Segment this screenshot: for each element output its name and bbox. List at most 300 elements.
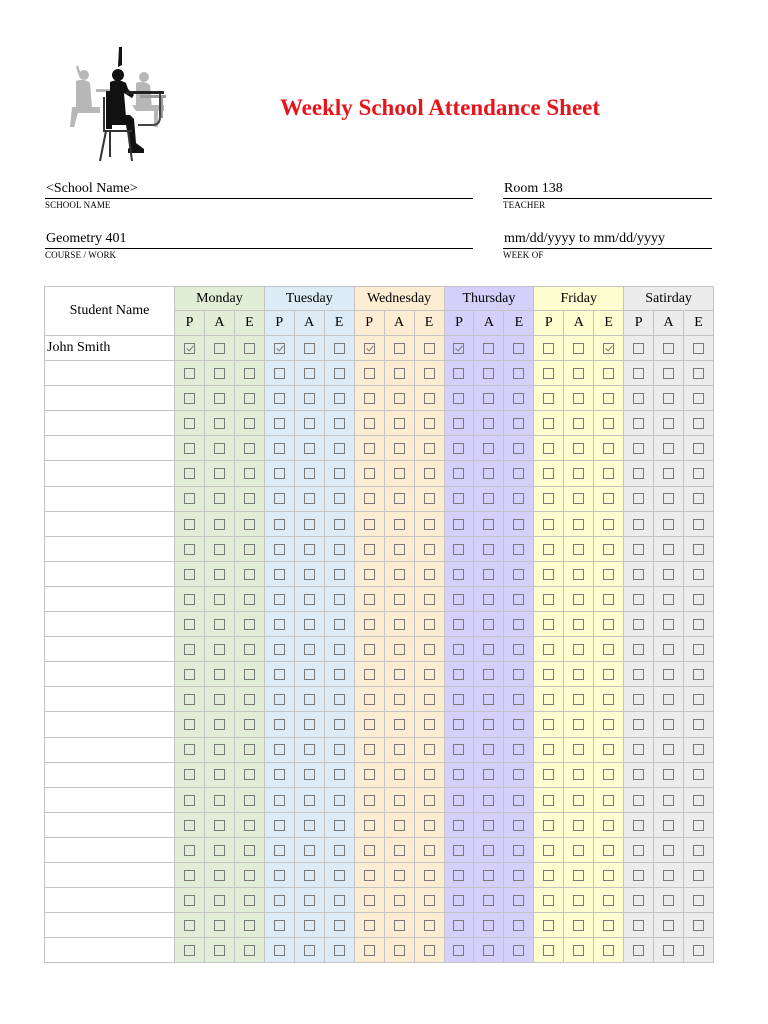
attendance-checkbox-e[interactable]	[693, 569, 704, 580]
attendance-checkbox-p[interactable]	[633, 920, 644, 931]
attendance-checkbox-e[interactable]	[334, 544, 345, 555]
attendance-checkbox-p[interactable]	[633, 945, 644, 956]
attendance-checkbox-e[interactable]	[513, 569, 524, 580]
attendance-checkbox-p[interactable]	[453, 644, 464, 655]
attendance-checkbox-p[interactable]	[543, 694, 554, 705]
attendance-checkbox-p[interactable]	[274, 443, 285, 454]
attendance-checkbox-e[interactable]	[334, 368, 345, 379]
attendance-checkbox-p[interactable]	[184, 594, 195, 605]
attendance-checkbox-p[interactable]	[453, 694, 464, 705]
attendance-checkbox-a[interactable]	[394, 393, 405, 404]
attendance-checkbox-a[interactable]	[573, 443, 584, 454]
attendance-checkbox-e[interactable]	[424, 418, 435, 429]
attendance-checkbox-e[interactable]	[244, 368, 255, 379]
attendance-checkbox-e[interactable]	[693, 544, 704, 555]
attendance-checkbox-p[interactable]	[184, 719, 195, 730]
attendance-checkbox-p[interactable]	[364, 393, 375, 404]
attendance-checkbox-a[interactable]	[214, 820, 225, 831]
attendance-checkbox-p[interactable]	[543, 443, 554, 454]
attendance-checkbox-a[interactable]	[304, 719, 315, 730]
attendance-checkbox-p[interactable]	[543, 343, 554, 354]
attendance-checkbox-e[interactable]	[424, 895, 435, 906]
attendance-checkbox-a[interactable]	[483, 744, 494, 755]
attendance-checkbox-p[interactable]	[633, 870, 644, 881]
attendance-checkbox-e[interactable]	[603, 744, 614, 755]
attendance-checkbox-p[interactable]	[633, 845, 644, 856]
attendance-checkbox-a[interactable]	[663, 368, 674, 379]
attendance-checkbox-e[interactable]	[244, 519, 255, 530]
attendance-checkbox-e[interactable]	[693, 870, 704, 881]
attendance-checkbox-p[interactable]	[543, 619, 554, 630]
attendance-checkbox-p[interactable]	[543, 594, 554, 605]
attendance-checkbox-a[interactable]	[304, 393, 315, 404]
attendance-checkbox-p[interactable]	[453, 443, 464, 454]
attendance-checkbox-a[interactable]	[663, 619, 674, 630]
attendance-checkbox-a[interactable]	[394, 795, 405, 806]
attendance-checkbox-a[interactable]	[573, 870, 584, 881]
student-name-cell[interactable]	[45, 561, 175, 586]
attendance-checkbox-a[interactable]	[573, 895, 584, 906]
attendance-checkbox-a[interactable]	[483, 343, 494, 354]
attendance-checkbox-e[interactable]	[693, 443, 704, 454]
attendance-checkbox-p[interactable]	[543, 669, 554, 680]
attendance-checkbox-e[interactable]	[513, 945, 524, 956]
attendance-checkbox-a[interactable]	[573, 519, 584, 530]
attendance-checkbox-e[interactable]	[603, 769, 614, 780]
attendance-checkbox-p[interactable]	[184, 669, 195, 680]
attendance-checkbox-e[interactable]	[513, 895, 524, 906]
school-name-field[interactable]	[45, 180, 473, 211]
attendance-checkbox-a[interactable]	[663, 418, 674, 429]
attendance-checkbox-p[interactable]	[543, 393, 554, 404]
attendance-checkbox-e[interactable]	[513, 769, 524, 780]
attendance-checkbox-e[interactable]	[693, 895, 704, 906]
teacher-field[interactable]	[503, 180, 712, 211]
attendance-checkbox-p[interactable]	[633, 418, 644, 429]
student-name-cell[interactable]: John Smith	[45, 336, 175, 361]
attendance-checkbox-e[interactable]	[603, 694, 614, 705]
attendance-checkbox-p[interactable]	[184, 418, 195, 429]
attendance-checkbox-p[interactable]	[274, 719, 285, 730]
attendance-checkbox-e[interactable]	[693, 769, 704, 780]
attendance-checkbox-p[interactable]	[453, 744, 464, 755]
attendance-checkbox-a[interactable]	[394, 519, 405, 530]
student-name-cell[interactable]	[45, 712, 175, 737]
attendance-checkbox-e[interactable]	[424, 393, 435, 404]
attendance-checkbox-p[interactable]	[633, 719, 644, 730]
student-name-cell[interactable]	[45, 411, 175, 436]
attendance-checkbox-p[interactable]	[184, 769, 195, 780]
attendance-checkbox-e[interactable]	[513, 644, 524, 655]
attendance-checkbox-e[interactable]	[334, 744, 345, 755]
attendance-checkbox-e[interactable]	[244, 418, 255, 429]
attendance-checkbox-p[interactable]	[364, 669, 375, 680]
attendance-checkbox-a[interactable]	[663, 443, 674, 454]
attendance-checkbox-a[interactable]	[304, 544, 315, 555]
attendance-checkbox-a[interactable]	[663, 769, 674, 780]
attendance-checkbox-a[interactable]	[394, 920, 405, 931]
attendance-checkbox-p[interactable]	[364, 769, 375, 780]
attendance-checkbox-e[interactable]	[603, 493, 614, 504]
attendance-checkbox-a[interactable]	[573, 368, 584, 379]
attendance-checkbox-e[interactable]	[513, 343, 524, 354]
attendance-checkbox-e[interactable]	[513, 519, 524, 530]
attendance-checkbox-p[interactable]	[274, 945, 285, 956]
student-name-cell[interactable]	[45, 762, 175, 787]
attendance-checkbox-e[interactable]	[603, 343, 614, 354]
attendance-checkbox-e[interactable]	[513, 744, 524, 755]
attendance-checkbox-e[interactable]	[603, 895, 614, 906]
attendance-checkbox-a[interactable]	[663, 719, 674, 730]
attendance-checkbox-e[interactable]	[513, 468, 524, 479]
attendance-checkbox-e[interactable]	[244, 820, 255, 831]
attendance-checkbox-a[interactable]	[304, 870, 315, 881]
attendance-checkbox-a[interactable]	[573, 343, 584, 354]
attendance-checkbox-e[interactable]	[693, 418, 704, 429]
attendance-checkbox-p[interactable]	[364, 619, 375, 630]
attendance-checkbox-a[interactable]	[214, 719, 225, 730]
attendance-checkbox-e[interactable]	[603, 468, 614, 479]
attendance-checkbox-a[interactable]	[483, 443, 494, 454]
attendance-checkbox-p[interactable]	[364, 493, 375, 504]
attendance-checkbox-e[interactable]	[244, 795, 255, 806]
attendance-checkbox-a[interactable]	[214, 945, 225, 956]
attendance-checkbox-e[interactable]	[693, 644, 704, 655]
attendance-checkbox-p[interactable]	[184, 870, 195, 881]
attendance-checkbox-e[interactable]	[513, 544, 524, 555]
attendance-checkbox-a[interactable]	[573, 795, 584, 806]
attendance-checkbox-p[interactable]	[184, 644, 195, 655]
student-name-cell[interactable]	[45, 436, 175, 461]
attendance-checkbox-e[interactable]	[424, 719, 435, 730]
attendance-checkbox-e[interactable]	[513, 393, 524, 404]
attendance-checkbox-p[interactable]	[543, 644, 554, 655]
attendance-checkbox-p[interactable]	[364, 920, 375, 931]
attendance-checkbox-e[interactable]	[334, 845, 345, 856]
attendance-checkbox-e[interactable]	[244, 619, 255, 630]
attendance-checkbox-a[interactable]	[663, 493, 674, 504]
attendance-checkbox-a[interactable]	[394, 443, 405, 454]
attendance-checkbox-e[interactable]	[513, 694, 524, 705]
attendance-checkbox-a[interactable]	[483, 519, 494, 530]
attendance-checkbox-e[interactable]	[603, 945, 614, 956]
attendance-checkbox-a[interactable]	[573, 644, 584, 655]
attendance-checkbox-p[interactable]	[633, 694, 644, 705]
attendance-checkbox-a[interactable]	[573, 594, 584, 605]
attendance-checkbox-a[interactable]	[573, 544, 584, 555]
student-name-cell[interactable]	[45, 938, 175, 963]
attendance-checkbox-e[interactable]	[334, 594, 345, 605]
attendance-checkbox-e[interactable]	[693, 744, 704, 755]
attendance-checkbox-e[interactable]	[513, 619, 524, 630]
attendance-checkbox-p[interactable]	[184, 569, 195, 580]
attendance-checkbox-p[interactable]	[633, 468, 644, 479]
attendance-checkbox-e[interactable]	[693, 945, 704, 956]
attendance-checkbox-p[interactable]	[543, 744, 554, 755]
attendance-checkbox-e[interactable]	[424, 870, 435, 881]
school-name-value[interactable]: <School Name>	[45, 180, 473, 199]
attendance-checkbox-e[interactable]	[334, 519, 345, 530]
attendance-checkbox-p[interactable]	[184, 820, 195, 831]
attendance-checkbox-p[interactable]	[633, 594, 644, 605]
attendance-checkbox-p[interactable]	[633, 519, 644, 530]
week-of-field[interactable]	[503, 230, 712, 261]
attendance-checkbox-p[interactable]	[453, 945, 464, 956]
attendance-checkbox-a[interactable]	[394, 769, 405, 780]
attendance-checkbox-a[interactable]	[394, 619, 405, 630]
attendance-checkbox-a[interactable]	[304, 443, 315, 454]
attendance-checkbox-a[interactable]	[304, 795, 315, 806]
attendance-checkbox-p[interactable]	[453, 368, 464, 379]
attendance-checkbox-a[interactable]	[663, 669, 674, 680]
attendance-checkbox-a[interactable]	[573, 845, 584, 856]
attendance-checkbox-a[interactable]	[304, 594, 315, 605]
attendance-checkbox-a[interactable]	[214, 769, 225, 780]
attendance-checkbox-e[interactable]	[244, 845, 255, 856]
attendance-checkbox-e[interactable]	[334, 719, 345, 730]
attendance-checkbox-p[interactable]	[453, 820, 464, 831]
attendance-checkbox-p[interactable]	[274, 795, 285, 806]
attendance-checkbox-p[interactable]	[184, 895, 195, 906]
attendance-checkbox-p[interactable]	[633, 569, 644, 580]
attendance-checkbox-e[interactable]	[244, 694, 255, 705]
attendance-checkbox-e[interactable]	[424, 920, 435, 931]
attendance-checkbox-p[interactable]	[364, 343, 375, 354]
attendance-checkbox-a[interactable]	[304, 820, 315, 831]
attendance-checkbox-e[interactable]	[334, 694, 345, 705]
attendance-checkbox-p[interactable]	[184, 519, 195, 530]
attendance-checkbox-a[interactable]	[214, 870, 225, 881]
attendance-checkbox-e[interactable]	[513, 669, 524, 680]
attendance-checkbox-a[interactable]	[304, 644, 315, 655]
attendance-checkbox-e[interactable]	[693, 468, 704, 479]
attendance-checkbox-a[interactable]	[573, 694, 584, 705]
student-name-cell[interactable]	[45, 486, 175, 511]
attendance-checkbox-p[interactable]	[543, 368, 554, 379]
attendance-checkbox-e[interactable]	[334, 870, 345, 881]
attendance-checkbox-e[interactable]	[244, 343, 255, 354]
attendance-checkbox-p[interactable]	[364, 795, 375, 806]
student-name-cell[interactable]	[45, 662, 175, 687]
attendance-checkbox-a[interactable]	[304, 468, 315, 479]
attendance-checkbox-e[interactable]	[244, 644, 255, 655]
attendance-checkbox-a[interactable]	[483, 669, 494, 680]
attendance-checkbox-e[interactable]	[334, 569, 345, 580]
student-name-cell[interactable]	[45, 612, 175, 637]
attendance-checkbox-e[interactable]	[513, 820, 524, 831]
attendance-checkbox-e[interactable]	[693, 920, 704, 931]
attendance-checkbox-a[interactable]	[214, 895, 225, 906]
attendance-checkbox-a[interactable]	[394, 644, 405, 655]
attendance-checkbox-p[interactable]	[184, 945, 195, 956]
attendance-checkbox-a[interactable]	[573, 744, 584, 755]
attendance-checkbox-a[interactable]	[663, 594, 674, 605]
attendance-checkbox-p[interactable]	[364, 594, 375, 605]
attendance-checkbox-a[interactable]	[394, 368, 405, 379]
attendance-checkbox-e[interactable]	[513, 493, 524, 504]
attendance-checkbox-e[interactable]	[603, 669, 614, 680]
attendance-checkbox-e[interactable]	[334, 468, 345, 479]
attendance-checkbox-e[interactable]	[334, 493, 345, 504]
attendance-checkbox-e[interactable]	[424, 845, 435, 856]
attendance-checkbox-e[interactable]	[334, 895, 345, 906]
attendance-checkbox-a[interactable]	[214, 744, 225, 755]
student-name-cell[interactable]	[45, 536, 175, 561]
attendance-checkbox-p[interactable]	[633, 895, 644, 906]
attendance-checkbox-p[interactable]	[633, 393, 644, 404]
attendance-checkbox-e[interactable]	[244, 945, 255, 956]
attendance-checkbox-e[interactable]	[244, 895, 255, 906]
attendance-checkbox-e[interactable]	[513, 719, 524, 730]
attendance-checkbox-p[interactable]	[184, 343, 195, 354]
attendance-checkbox-e[interactable]	[334, 644, 345, 655]
attendance-checkbox-e[interactable]	[603, 443, 614, 454]
attendance-checkbox-e[interactable]	[334, 443, 345, 454]
attendance-checkbox-p[interactable]	[274, 594, 285, 605]
attendance-checkbox-e[interactable]	[244, 493, 255, 504]
attendance-checkbox-p[interactable]	[453, 594, 464, 605]
student-name-cell[interactable]	[45, 586, 175, 611]
attendance-checkbox-p[interactable]	[274, 544, 285, 555]
attendance-checkbox-p[interactable]	[364, 519, 375, 530]
attendance-checkbox-e[interactable]	[424, 694, 435, 705]
attendance-checkbox-p[interactable]	[274, 820, 285, 831]
attendance-checkbox-a[interactable]	[304, 569, 315, 580]
attendance-checkbox-a[interactable]	[304, 694, 315, 705]
attendance-checkbox-e[interactable]	[244, 569, 255, 580]
student-name-cell[interactable]	[45, 862, 175, 887]
attendance-checkbox-e[interactable]	[693, 820, 704, 831]
attendance-checkbox-p[interactable]	[364, 845, 375, 856]
attendance-checkbox-a[interactable]	[483, 719, 494, 730]
attendance-checkbox-p[interactable]	[274, 644, 285, 655]
attendance-checkbox-p[interactable]	[274, 669, 285, 680]
student-name-cell[interactable]	[45, 511, 175, 536]
attendance-checkbox-p[interactable]	[633, 795, 644, 806]
attendance-checkbox-a[interactable]	[304, 519, 315, 530]
attendance-checkbox-a[interactable]	[573, 569, 584, 580]
attendance-checkbox-p[interactable]	[364, 368, 375, 379]
attendance-checkbox-p[interactable]	[543, 845, 554, 856]
attendance-checkbox-p[interactable]	[453, 870, 464, 881]
attendance-checkbox-a[interactable]	[304, 343, 315, 354]
attendance-checkbox-a[interactable]	[573, 945, 584, 956]
course-value[interactable]: Geometry 401	[45, 230, 473, 249]
attendance-checkbox-e[interactable]	[693, 845, 704, 856]
attendance-checkbox-a[interactable]	[214, 368, 225, 379]
attendance-checkbox-e[interactable]	[334, 820, 345, 831]
student-name-cell[interactable]	[45, 637, 175, 662]
attendance-checkbox-p[interactable]	[274, 368, 285, 379]
attendance-checkbox-p[interactable]	[274, 744, 285, 755]
student-name-cell[interactable]	[45, 361, 175, 386]
attendance-checkbox-p[interactable]	[364, 895, 375, 906]
attendance-checkbox-p[interactable]	[364, 870, 375, 881]
attendance-checkbox-p[interactable]	[633, 669, 644, 680]
attendance-checkbox-e[interactable]	[693, 669, 704, 680]
attendance-checkbox-e[interactable]	[424, 544, 435, 555]
attendance-checkbox-p[interactable]	[274, 569, 285, 580]
attendance-checkbox-p[interactable]	[633, 368, 644, 379]
attendance-checkbox-e[interactable]	[424, 368, 435, 379]
attendance-checkbox-a[interactable]	[663, 920, 674, 931]
attendance-checkbox-p[interactable]	[543, 418, 554, 429]
attendance-checkbox-a[interactable]	[573, 493, 584, 504]
attendance-checkbox-p[interactable]	[633, 769, 644, 780]
attendance-checkbox-e[interactable]	[424, 619, 435, 630]
attendance-checkbox-a[interactable]	[663, 945, 674, 956]
attendance-checkbox-p[interactable]	[274, 769, 285, 780]
attendance-checkbox-p[interactable]	[543, 769, 554, 780]
student-name-cell[interactable]	[45, 386, 175, 411]
attendance-checkbox-e[interactable]	[424, 744, 435, 755]
attendance-checkbox-p[interactable]	[184, 493, 195, 504]
attendance-checkbox-a[interactable]	[663, 820, 674, 831]
attendance-checkbox-e[interactable]	[244, 870, 255, 881]
attendance-checkbox-a[interactable]	[663, 569, 674, 580]
attendance-checkbox-p[interactable]	[543, 870, 554, 881]
attendance-checkbox-p[interactable]	[633, 544, 644, 555]
attendance-checkbox-p[interactable]	[274, 343, 285, 354]
attendance-checkbox-a[interactable]	[394, 493, 405, 504]
week-of-value[interactable]: mm/dd/yyyy to mm/dd/yyyy	[503, 230, 712, 249]
attendance-checkbox-a[interactable]	[214, 619, 225, 630]
attendance-checkbox-p[interactable]	[274, 870, 285, 881]
student-name-cell[interactable]	[45, 461, 175, 486]
attendance-checkbox-a[interactable]	[304, 945, 315, 956]
attendance-checkbox-p[interactable]	[633, 644, 644, 655]
attendance-checkbox-e[interactable]	[244, 443, 255, 454]
attendance-checkbox-a[interactable]	[573, 920, 584, 931]
attendance-checkbox-p[interactable]	[543, 719, 554, 730]
attendance-checkbox-e[interactable]	[693, 493, 704, 504]
attendance-checkbox-p[interactable]	[633, 343, 644, 354]
attendance-checkbox-e[interactable]	[244, 920, 255, 931]
attendance-checkbox-p[interactable]	[184, 920, 195, 931]
attendance-checkbox-a[interactable]	[304, 368, 315, 379]
attendance-checkbox-p[interactable]	[453, 795, 464, 806]
student-name-cell[interactable]	[45, 888, 175, 913]
attendance-checkbox-p[interactable]	[543, 493, 554, 504]
attendance-checkbox-e[interactable]	[424, 443, 435, 454]
student-name-cell[interactable]	[45, 787, 175, 812]
attendance-checkbox-e[interactable]	[693, 719, 704, 730]
attendance-checkbox-e[interactable]	[603, 619, 614, 630]
attendance-checkbox-p[interactable]	[184, 845, 195, 856]
attendance-checkbox-a[interactable]	[483, 895, 494, 906]
attendance-checkbox-e[interactable]	[424, 594, 435, 605]
teacher-value[interactable]: Room 138	[503, 180, 712, 199]
attendance-checkbox-a[interactable]	[663, 744, 674, 755]
student-name-cell[interactable]	[45, 687, 175, 712]
attendance-checkbox-e[interactable]	[334, 669, 345, 680]
attendance-checkbox-e[interactable]	[693, 393, 704, 404]
attendance-checkbox-p[interactable]	[633, 493, 644, 504]
attendance-checkbox-a[interactable]	[394, 418, 405, 429]
attendance-checkbox-p[interactable]	[184, 468, 195, 479]
attendance-checkbox-e[interactable]	[244, 544, 255, 555]
attendance-checkbox-e[interactable]	[424, 468, 435, 479]
attendance-checkbox-a[interactable]	[573, 769, 584, 780]
attendance-checkbox-p[interactable]	[364, 418, 375, 429]
attendance-checkbox-e[interactable]	[244, 393, 255, 404]
attendance-checkbox-a[interactable]	[394, 719, 405, 730]
attendance-checkbox-a[interactable]	[394, 544, 405, 555]
attendance-checkbox-e[interactable]	[334, 343, 345, 354]
attendance-checkbox-e[interactable]	[424, 795, 435, 806]
attendance-checkbox-a[interactable]	[663, 795, 674, 806]
attendance-checkbox-e[interactable]	[603, 870, 614, 881]
